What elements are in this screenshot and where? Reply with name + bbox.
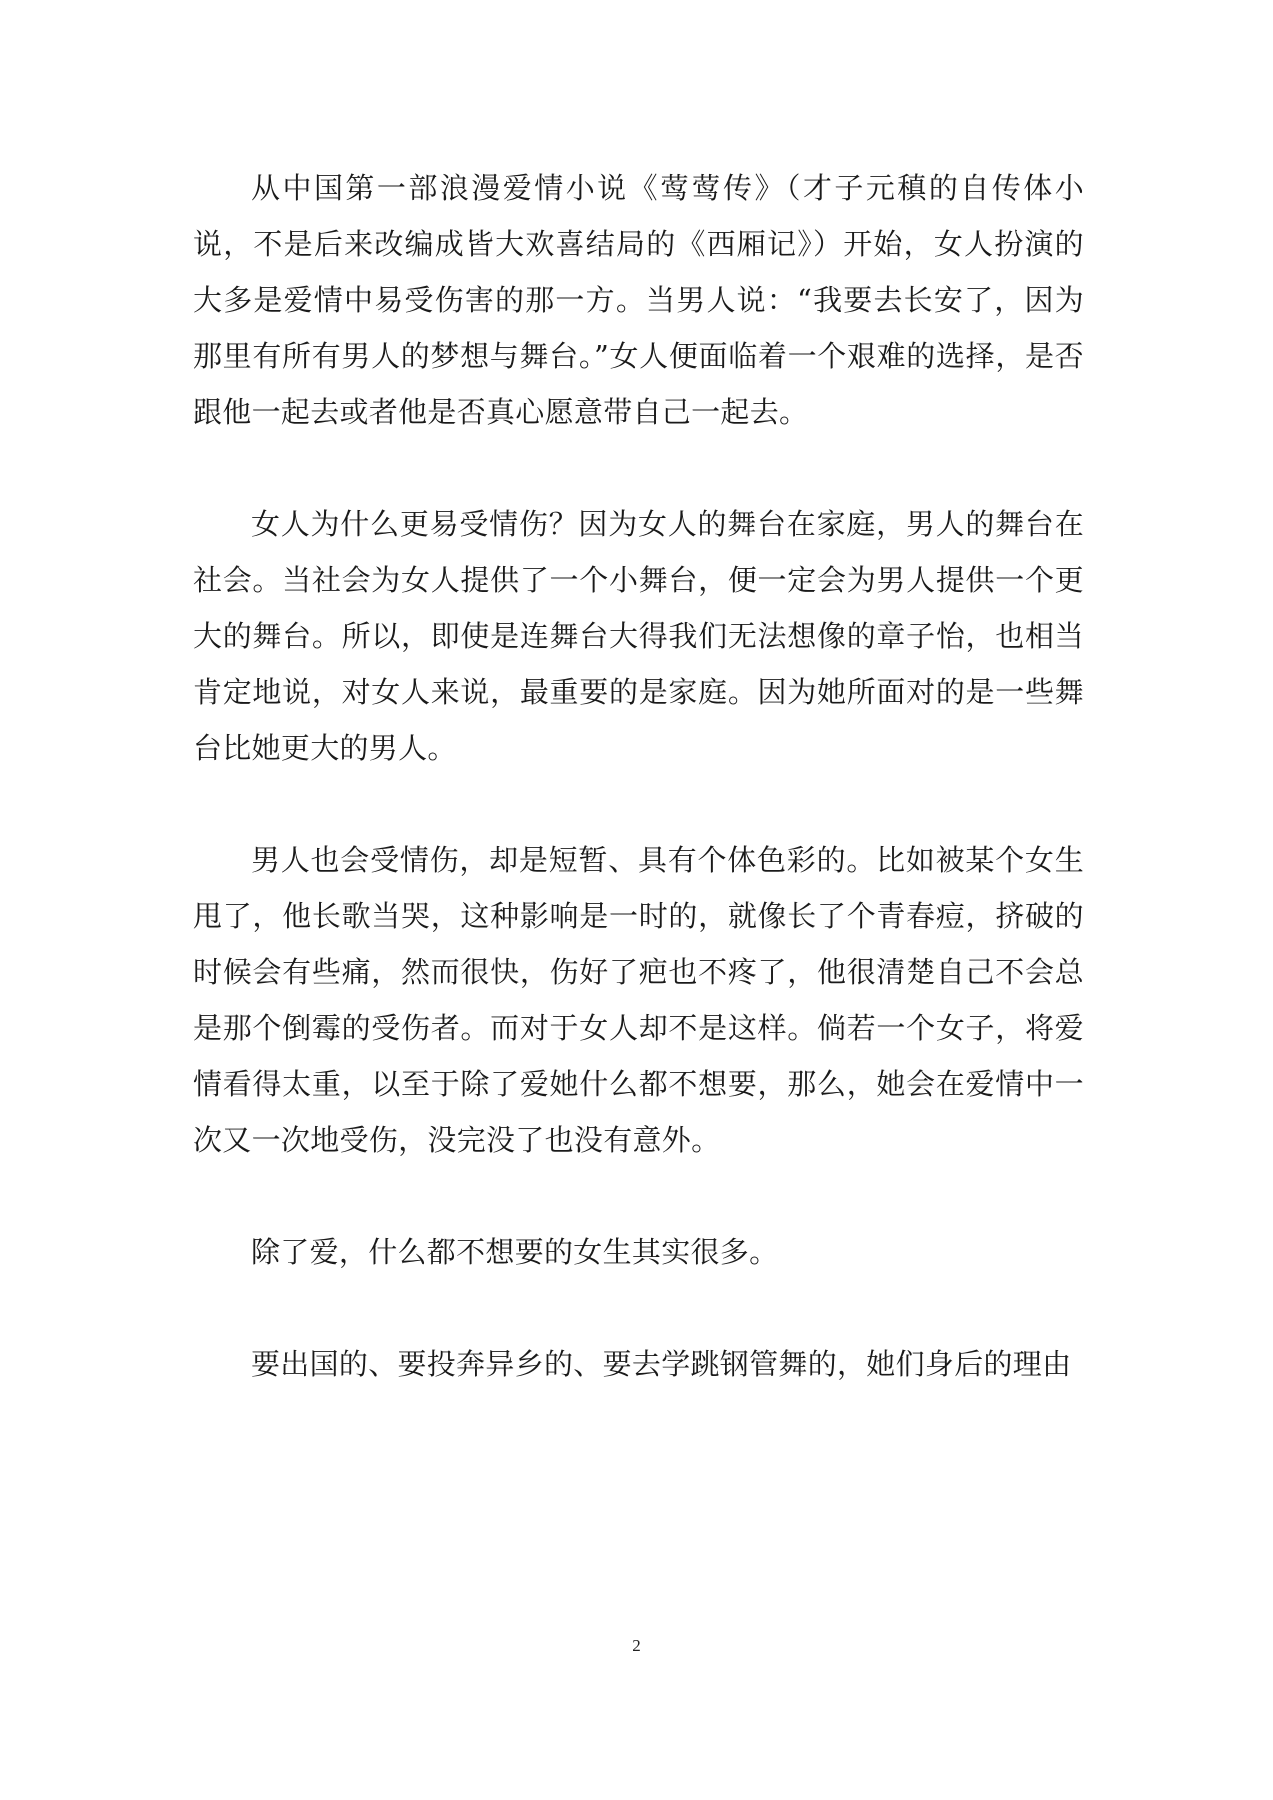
paragraph-1: 从中国第一部浪漫爱情小说《莺莺传》（才子元稹的自传体小说，不是后来改编成皆大欢喜结局的《西厢记》）开始，女人扮演的大多是爱情中易受伤害的那一方。当男人说：“我要去长安了，因为那里有所有男人的梦想与舞台。”女人便面临着一个艰难的选择，是否跟他一起去或者他是否真心愿意带自己一起去。 (193, 171, 1084, 429)
page-number: 2 (632, 1636, 641, 1655)
document-body (193, 160, 1084, 1392)
paragraph-3: 男人也会受情伤，却是短暂、具有个体色彩的。比如被某个女生甩了，他长歌当哭，这种影响是一时的，就像长了个青春痘，挤破的时候会有些痛，然而很快，伤好了疤也不疼了，他很清楚自己不会总是那个倒霉的受伤者。而对于女人却不是这样。倘若一个女子，将爱情看得太重，以至于除了爱她什么都不想要，那么，她会在爱情中一次又一次地受伤，没完没了也没有意外。 (193, 843, 1084, 1157)
paragraph-4: 除了爱，什么都不想要的女生其实很多。 (251, 1235, 779, 1269)
paragraph-2: 女人为什么更易受情伤？因为女人的舞台在家庭，男人的舞台在社会。当社会为女人提供了一个小舞台，便一定会为男人提供一个更大的舞台。所以，即使是连舞台大得我们无法想像的章子怡，也相当肯定地说，对女人来说，最重要的是家庭。因为她所面对的是一些舞台比她更大的男人。 (193, 507, 1084, 765)
paragraph-5: 要出国的、要投奔异乡的、要去学跳钢管舞的，她们身后的理由 (251, 1347, 1072, 1381)
